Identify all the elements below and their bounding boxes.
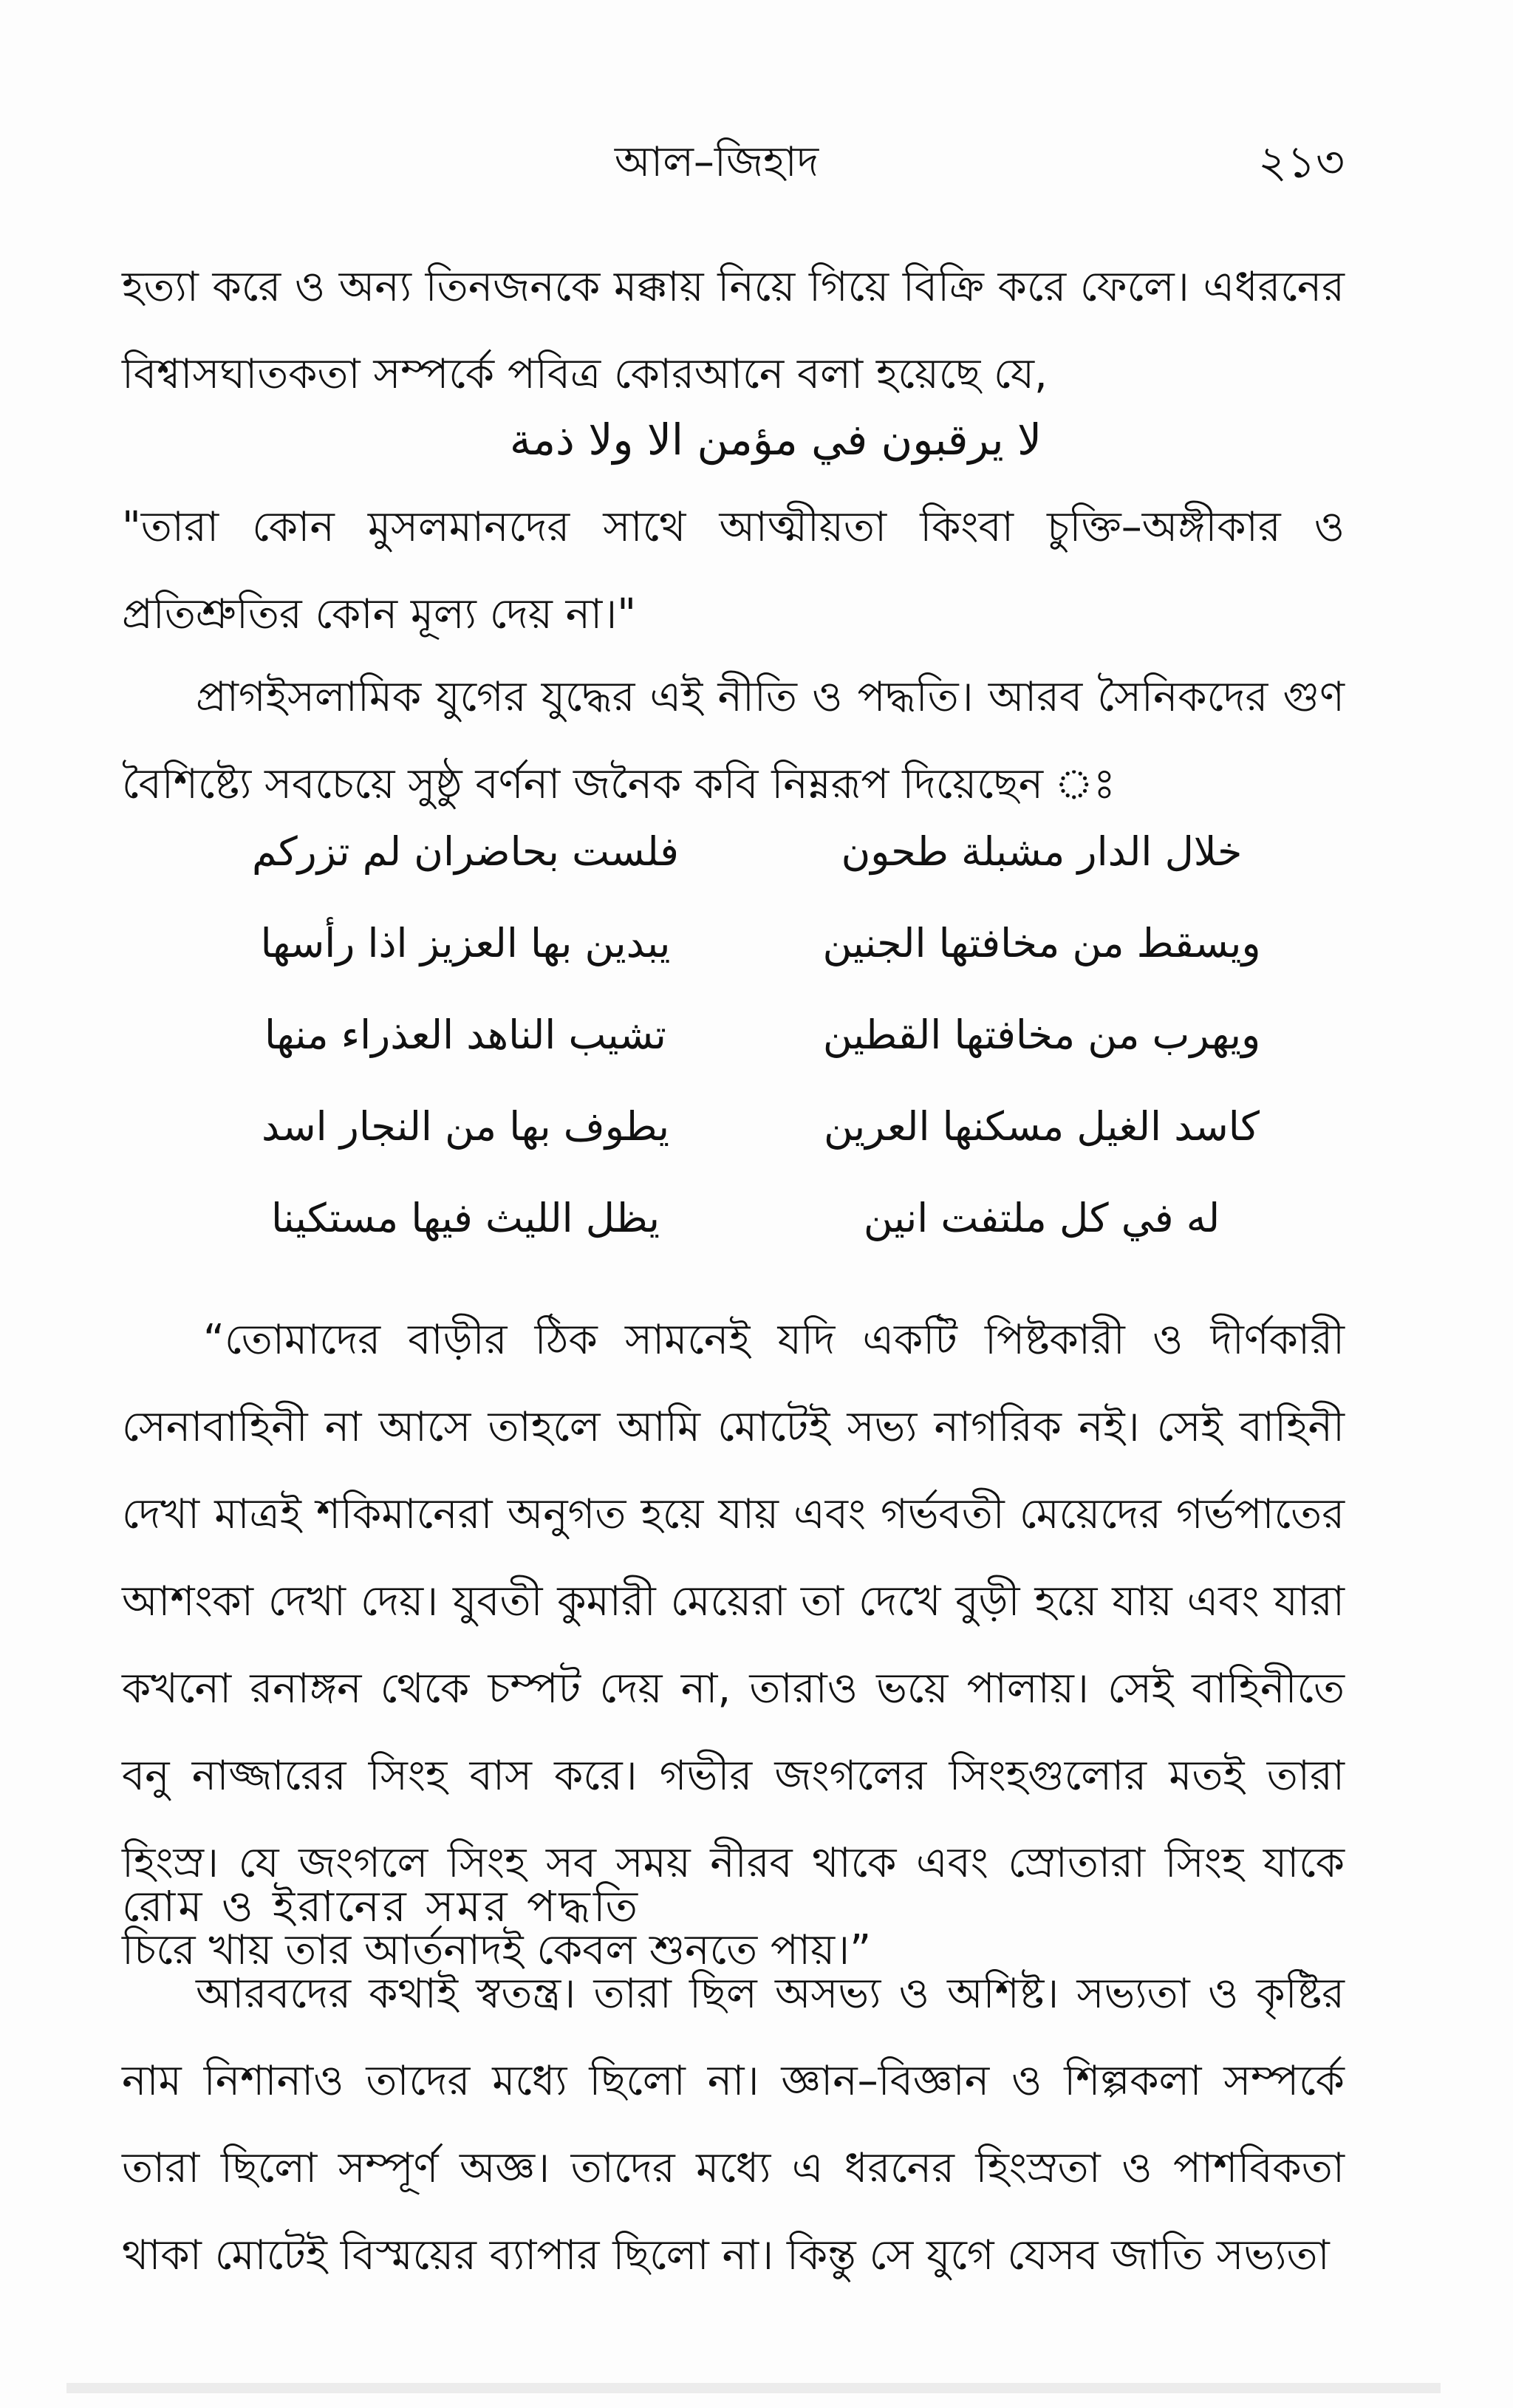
poem-verse: [236, 805, 1271, 897]
paragraph-4-poem-translation: “তোমাদের বাড়ীর ঠিক সামনেই যদি একটি পিষ্টকারী ও দীর্ণকারী সেনাবাহিনী না আসে তাহলে আমি মোটেই সভ্য নাগরিক নই। সেই বাহিনী দেখা মাত্রই শকিমানেরা অনুগত হয়ে যায় এবং গর্ভবতী মেয়েদের গর্ভপাতের আশংকা দেখা দেয়। যুবতী কুমারী মেয়েরা তা দেখে বুড়ী হয়ে যায় এবং যারা কখনো রনাঙ্গন থেকে চম্পট দেয় না, তারাও ভয়ে পালায়। সেই বাহিনীতে বনু নাজ্জারের সিংহ বাস করে। গভীর জংগলের সিংহগুলোর মতই তারা হিংস্র। যে জংগলে সিংহ সব সময় নীরব থাকে এবং স্রোতারা সিংহ যাকে চিরে খায় তার আর্তনাদই কেবল শুনতে পায়।”: [122, 1316, 1345, 1974]
paragraph-1: হত্যা করে ও অন্য তিনজনকে মক্কায় নিয়ে গিয়ে বিক্রি করে ফেলে। এধরনের বিশ্বাসঘাতকতা সম্পর্কে পবিত্র কোরআনে বলা হয়েছে যে,: [122, 263, 1345, 398]
poem-hemistich-left: ويهرب من مخافتها القطين: [822, 1011, 1261, 1058]
paragraph-3: প্রাগইসলামিক যুগের যুদ্ধের এই নীতি ও পদ্ধতি। আরব সৈনিকদের গুণ বৈশিষ্ট্যে সবচেয়ে সুষ্ঠু বর্ণনা জনৈক কবি নিম্নরূপ দিয়েছেন ঃ: [122, 673, 1345, 808]
poem-hemistich-right: تشيب الناهد العذراء منها: [264, 1011, 666, 1058]
poem-hemistich-right: يظل الليث فيها مستكينا: [270, 1194, 660, 1241]
poem-verse: [236, 1172, 1271, 1263]
poem-hemistich-right: فلست بحاضران لم تزركم: [252, 828, 679, 875]
poem-verse: [236, 1080, 1271, 1172]
arabic-poem: [236, 805, 1271, 1263]
arabic-quran-quote: لا يرقبون في مؤمن الا ولا ذمة: [509, 415, 1042, 465]
poem-hemistich-left: خلال الدار مشبلة طحون: [841, 828, 1243, 875]
poem-hemistich-right: يطوف بها من النجار اسد: [262, 1102, 669, 1150]
page-number: ২১৩: [1258, 137, 1345, 188]
poem-hemistich-right: يبدين بها العزيز اذا رأسها: [260, 919, 671, 966]
running-title: আল–জিহাদ: [614, 138, 819, 186]
paragraph-5: আরবদের কথাই স্বতন্ত্র। তারা ছিল অসভ্য ও অশিষ্ট। সভ্যতা ও কৃষ্টির নাম নিশানাও তাদের মধ্যে ছিলো না। জ্ঞান–বিজ্ঞান ও শিল্পকলা সম্পর্কে তারা ছিলো সম্পূর্ণ অজ্ঞ। তাদের মধ্যে এ ধরনের হিংস্রতা ও পাশবিকতা থাকা মোটেই বিস্ময়ের ব্যাপার ছিলো না। কিন্তু সে যুগে যেসব জাতি সভ্যতা: [122, 1970, 1345, 2279]
paragraph-2-translation: "তারা কোন মুসলমানদের সাথে আত্মীয়তা কিংবা চুক্তি–অঙ্গীকার ও প্রতিশ্রুতির কোন মূল্য দেয় না।": [122, 503, 1345, 638]
poem-hemistich-left: ويسقط من مخافتها الجنين: [822, 919, 1261, 966]
poem-verse: [236, 989, 1271, 1080]
poem-hemistich-left: له في كل ملتفت انين: [863, 1194, 1220, 1241]
poem-verse: [236, 897, 1271, 989]
poem-hemistich-left: كاسد الغيل مسكنها العرين: [824, 1102, 1260, 1150]
page-bottom-edge: [66, 2383, 1441, 2393]
section-heading: রোম ও ইরানের সমর পদ্ধতি: [122, 1881, 641, 1931]
page-header: [89, 129, 1345, 196]
